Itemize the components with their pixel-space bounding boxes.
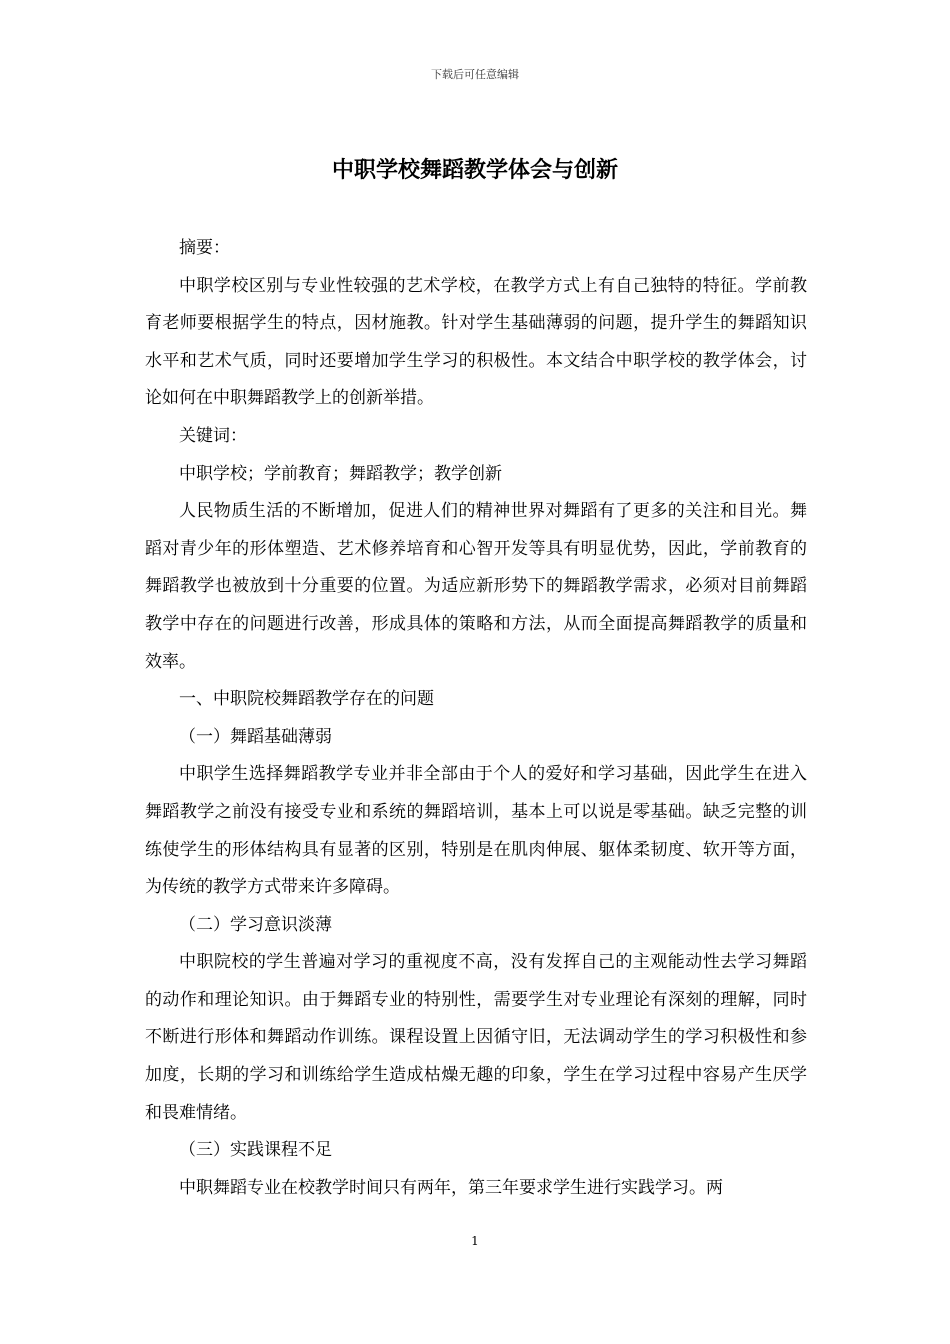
document-body	[145, 230, 807, 1207]
keywords-heading: 关键词：	[179, 425, 247, 446]
section-heading-1: 一、中职院校舞蹈教学存在的问题	[179, 689, 434, 710]
page-number: 1	[471, 1234, 479, 1248]
subsection-paragraph-2: 中职院校的学生普遍对学习的重视度不高，没有发挥自己的主观能动性去学习舞蹈的动作和理论知识。由于舞蹈专业的特别性，需要学生对专业理论有深刻的理解，同时不断进行形体和舞蹈动作训练。课程设置上因循守旧，无法调动学生的学习积极性和参加度，长期的学习和训练给学生造成枯燥无趣的印象，学生在学习过程中容易产生厌学和畏难情绪。	[145, 952, 807, 1123]
document-title: 中职学校舞蹈教学体会与创新	[331, 158, 618, 183]
keywords-list: 中职学校；学前教育；舞蹈教学；教学创新	[179, 463, 502, 484]
subsection-paragraph-3: 中职舞蹈专业在校教学时间只有两年，第三年要求学生进行实践学习。两	[179, 1177, 723, 1198]
subsection-heading-2: （二）学习意识淡薄	[179, 914, 332, 935]
subsection-heading-1: （一）舞蹈基础薄弱	[179, 726, 332, 747]
header-note: 下载后可任意编辑	[431, 68, 519, 81]
abstract-heading: 摘要：	[179, 238, 230, 258]
subsection-heading-3: （三）实践课程不足	[179, 1140, 332, 1161]
abstract-paragraph: 中职学校区别与专业性较强的艺术学校，在教学方式上有自己独特的特征。学前教育老师要根据学生的特点，因材施教。针对学生基础薄弱的问题，提升学生的舞蹈知识水平和艺术气质，同时还要增加学生学习的积极性。本文结合中职学校的教学体会，讨论如何在中职舞蹈教学上的创新举措。	[145, 275, 807, 409]
subsection-paragraph-1: 中职学生选择舞蹈教学专业并非全部由于个人的爱好和学习基础，因此学生在进入舞蹈教学之前没有接受专业和系统的舞蹈培训，基本上可以说是零基础。缺乏完整的训练使学生的形体结构具有显著的区别，特别是在肌肉伸展、躯体柔韧度、软开等方面，为传统的教学方式带来许多障碍。	[145, 764, 807, 898]
intro-paragraph: 人民物质生活的不断增加，促进人们的精神世界对舞蹈有了更多的关注和目光。舞蹈对青少年的形体塑造、艺术修养培育和心智开发等具有明显优势，因此，学前教育的舞蹈教学也被放到十分重要的位置。为适应新形势下的舞蹈教学需求，必须对目前舞蹈教学中存在的问题进行改善，形成具体的策略和方法，从而全面提高舞蹈教学的质量和效率。	[145, 501, 807, 672]
